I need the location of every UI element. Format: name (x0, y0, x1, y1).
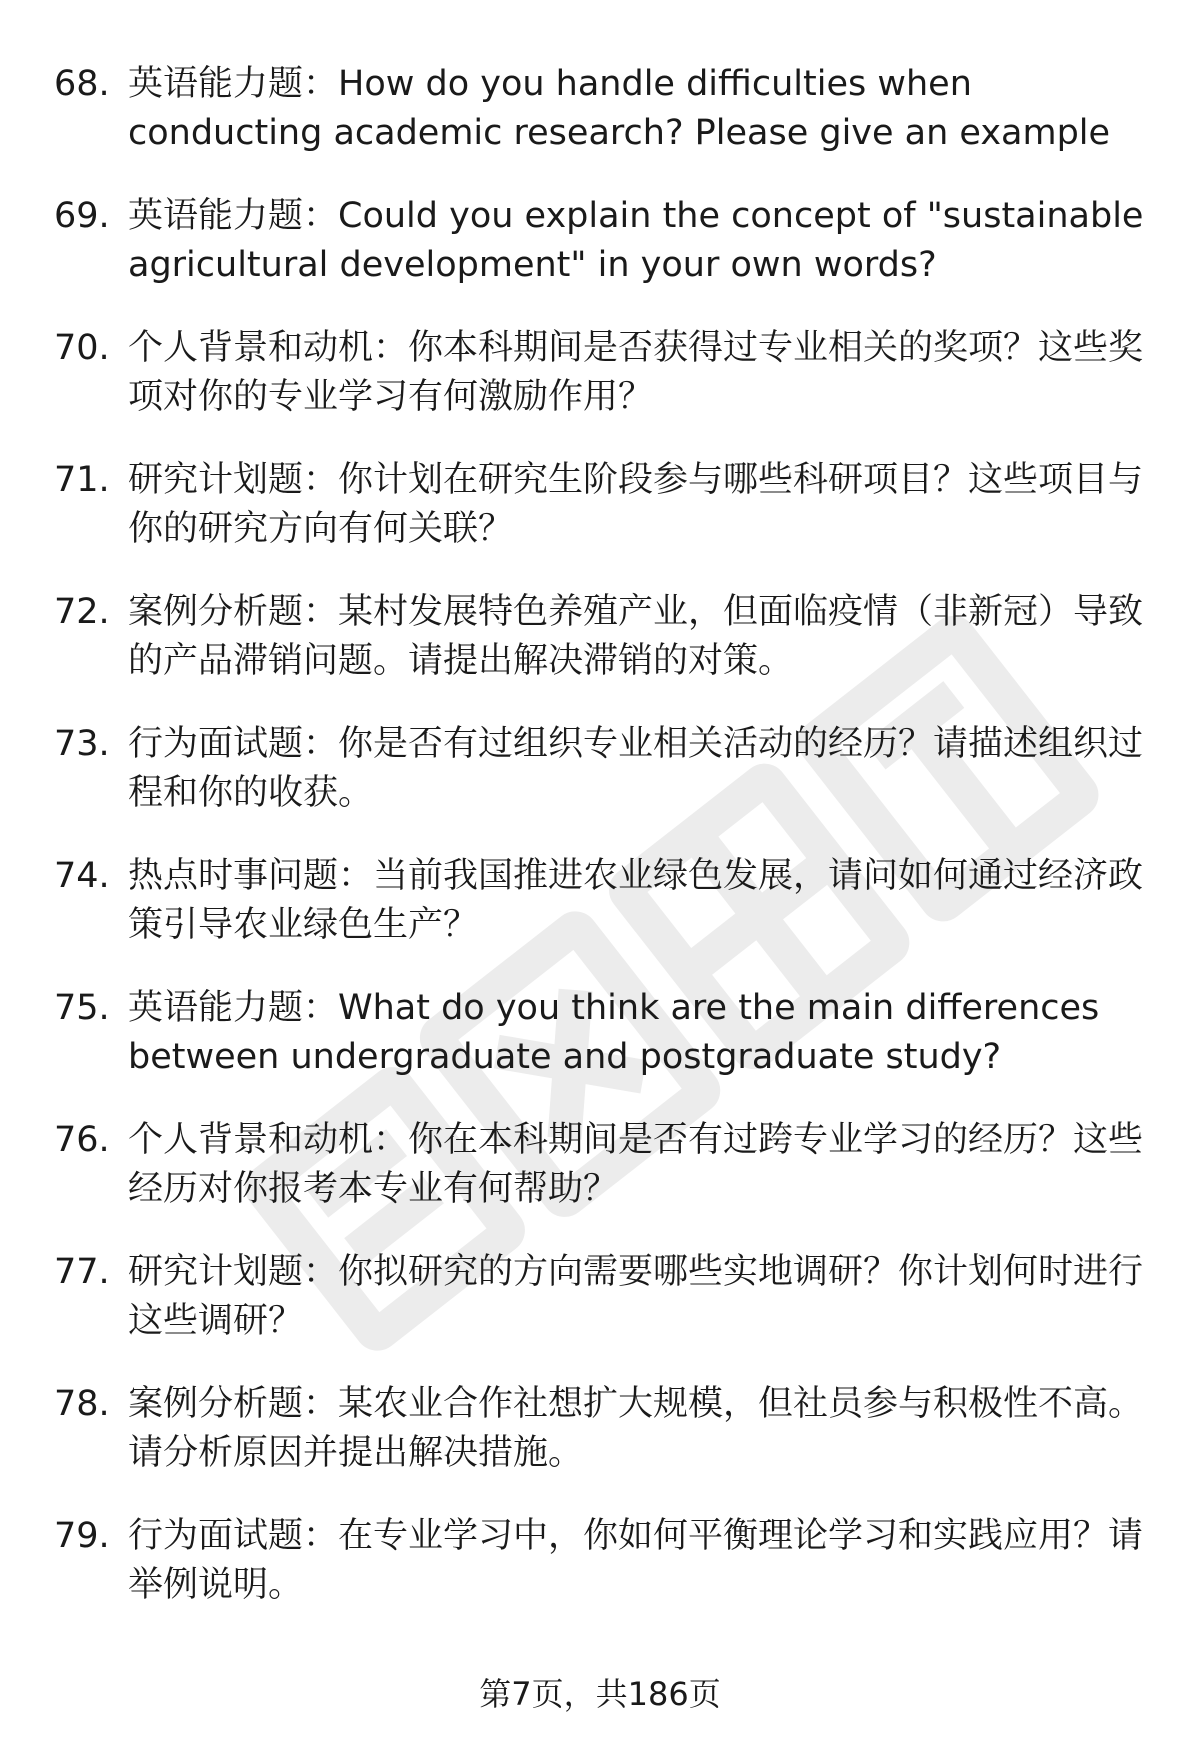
question-text: 英语能力题：Could you explain the concept of "sustainable agricultural development" in your own words? (128, 196, 1144, 285)
list-item (54, 588, 1144, 720)
question-number: 76. (54, 1120, 110, 1160)
question-number: 78. (54, 1384, 110, 1424)
question-text: 行为面试题：在专业学习中，你如何平衡理论学习和实践应用？请举例说明。 (128, 1516, 1144, 1605)
question-text: 案例分析题：某村发展特色养殖产业，但面临疫情（非新冠）导致的产品滞销问题。请提出解决滞销的对策。 (128, 592, 1144, 681)
question-number: 72. (54, 592, 110, 632)
list-item (54, 324, 1144, 456)
page-footer: 第7页，共186页 (479, 1675, 721, 1713)
question-text: 热点时事问题：当前我国推进农业绿色发展，请问如何通过经济政策引导农业绿色生产？ (128, 856, 1144, 945)
list-item (54, 1116, 1144, 1248)
list-item (54, 60, 1144, 192)
question-number: 68. (54, 64, 110, 104)
question-number: 77. (54, 1252, 110, 1292)
list-item (54, 1248, 1144, 1380)
question-text: 个人背景和动机：你在本科期间是否有过跨专业学习的经历？这些经历对你报考本专业有何帮助？ (128, 1120, 1144, 1209)
question-text: 研究计划题：你拟研究的方向需要哪些实地调研？你计划何时进行这些调研？ (128, 1252, 1144, 1341)
list-item (54, 1512, 1144, 1644)
question-text: 案例分析题：某农业合作社想扩大规模，但社员参与积极性不高。请分析原因并提出解决措施。 (128, 1384, 1144, 1473)
question-text: 英语能力题：How do you handle difficulties when conducting academic research? Please give an example (128, 64, 1111, 153)
question-number: 69. (54, 196, 110, 236)
question-number: 70. (54, 328, 110, 368)
question-list (54, 60, 1144, 1644)
list-item (54, 984, 1144, 1116)
question-text: 英语能力题：What do you think are the main differences between undergraduate and postgraduate study? (128, 988, 1100, 1077)
question-number: 75. (54, 988, 110, 1028)
list-item (54, 852, 1144, 984)
question-text: 研究计划题：你计划在研究生阶段参与哪些科研项目？这些项目与你的研究方向有何关联？ (128, 460, 1144, 549)
list-item (54, 192, 1144, 324)
question-number: 74. (54, 856, 110, 896)
list-item (54, 720, 1144, 852)
list-item (54, 1380, 1144, 1512)
question-text: 个人背景和动机：你本科期间是否获得过专业相关的奖项？这些奖项对你的专业学习有何激励作用？ (128, 328, 1144, 417)
question-number: 79. (54, 1516, 110, 1556)
list-item (54, 456, 1144, 588)
question-text: 行为面试题：你是否有过组织专业相关活动的经历？请描述组织过程和你的收获。 (128, 724, 1144, 813)
question-number: 73. (54, 724, 110, 764)
question-number: 71. (54, 460, 110, 500)
